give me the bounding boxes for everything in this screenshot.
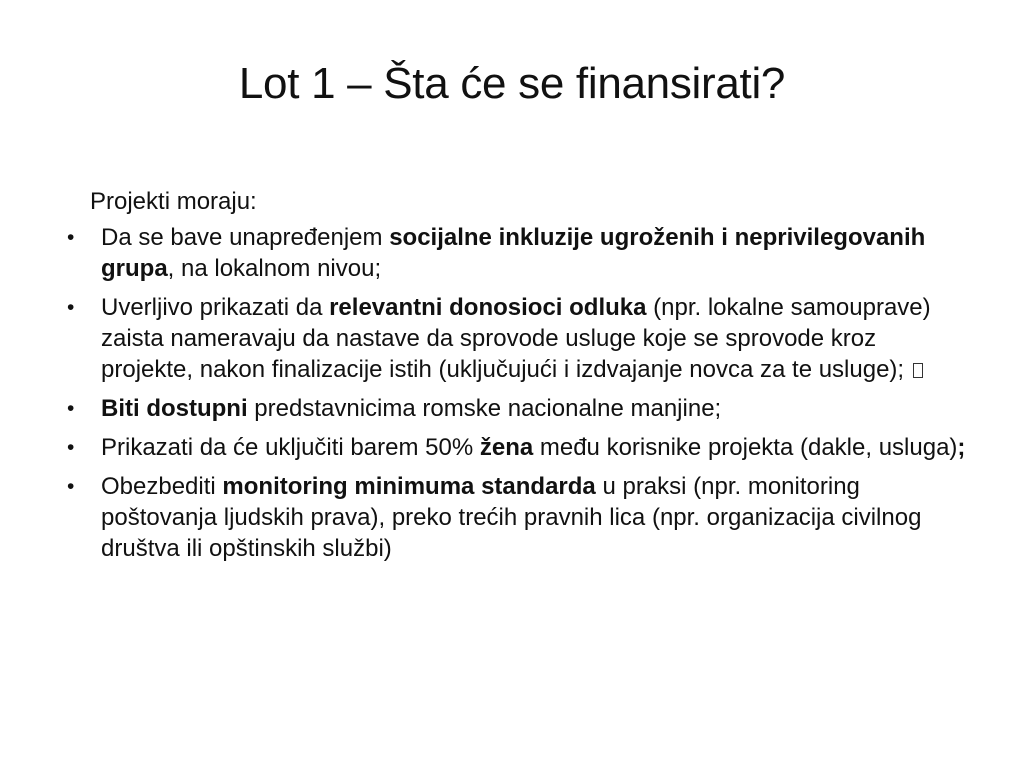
bullet-text: Da se bave unapređenjem <box>101 224 390 251</box>
bullet-mark: • <box>67 475 75 498</box>
missing-glyph-icon <box>913 363 923 378</box>
bullet-text: (npr. lokalne samouprave) zaista nameravaju da nastave da sprovode usluge koje se sprovode kroz projekte, nakon finalizacije istih (uključujući i izdvajanje novca za te usluge); <box>101 294 931 383</box>
bullet-mark: • <box>67 436 75 459</box>
bullet-text: u praksi (npr. monitoring poštovanja ljudskih prava), preko trećih pravnih lica (npr. organizacija civilnog društva ili opštinskih službi) <box>101 473 922 562</box>
bullet-text-bold: ; <box>957 434 966 461</box>
bullet-text: predstavnicima romske nacionalne manjine; <box>247 395 722 422</box>
bullet-item <box>67 292 970 385</box>
bullet-item <box>67 432 970 463</box>
bullet-text-bold: socijalne inkluzije ugroženih i neprivilegovanih grupa <box>101 224 926 282</box>
bullet-item <box>67 222 970 284</box>
bullet-mark: • <box>67 296 75 319</box>
bullet-text: Prikazati da će uključiti barem 50% <box>101 434 480 461</box>
bullet-text-bold: relevantni donosioci odluka <box>329 294 647 321</box>
bullet-mark: • <box>67 226 75 249</box>
bullet-item <box>67 393 970 424</box>
bullet-text: Uverljivo prikazati da <box>101 294 330 321</box>
bullet-mark: • <box>67 397 75 420</box>
bullet-text-bold: monitoring minimuma standarda <box>222 473 596 500</box>
intro-text: Projekti moraju: <box>90 188 257 215</box>
bullet-text: , na lokalnom nivou; <box>167 255 382 282</box>
slide-title: Lot 1 – Šta će se finansirati? <box>238 59 786 108</box>
bullet-text-bold: žena <box>479 434 534 461</box>
bullet-text: Obezbediti <box>101 473 223 500</box>
bullet-list <box>67 222 970 564</box>
bullet-text-bold: Biti dostupni <box>101 395 248 422</box>
bullet-item <box>67 471 970 564</box>
slide-body <box>67 186 970 572</box>
bullet-text: među korisnike projekta (dakle, usluga) <box>533 434 958 461</box>
